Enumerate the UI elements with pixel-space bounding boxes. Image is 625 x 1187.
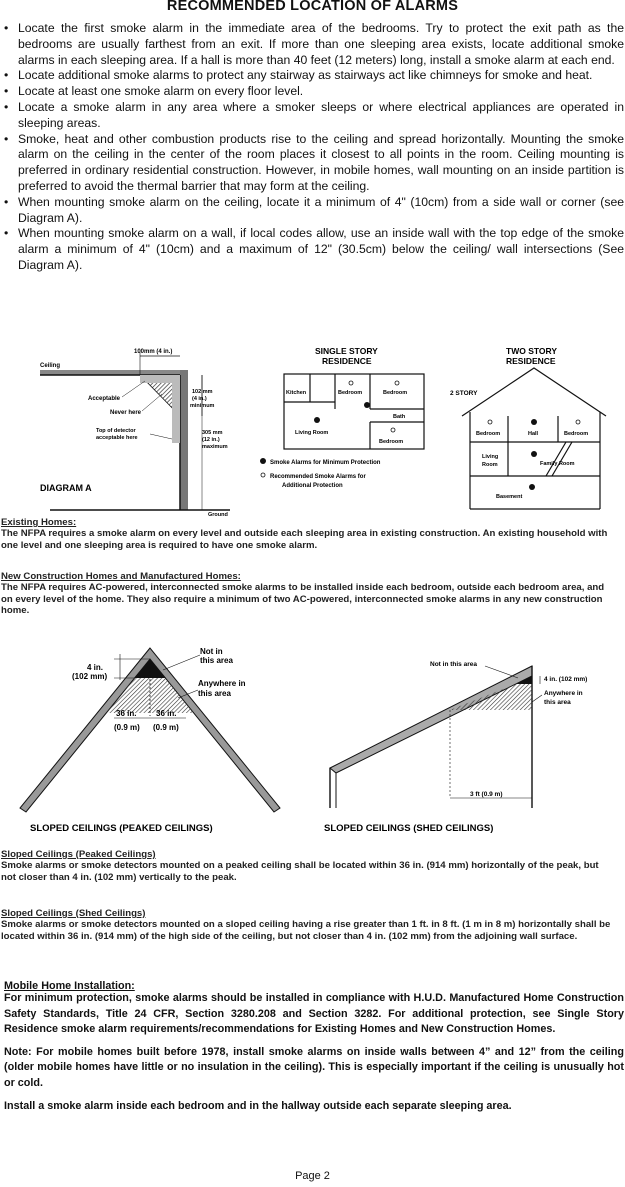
two-story-bedroom2: Bedroom [564,431,589,437]
two-story-diagram [448,344,618,514]
shed-anywhere2: this area [544,699,571,706]
bullet-list [4,21,624,274]
two-story-title1: TWO STORY [506,346,557,356]
two-story-basement: Basement [496,494,523,500]
single-story-title2: RESIDENCE [322,356,372,366]
shed-ceilings-section [1,908,613,942]
peaked-left-b: (0.9 m) [114,723,140,732]
peaked-ceilings-body: Smoke alarms or smoke detectors mounted on a peaked ceiling shall be located within 36 in. (914 mm) horizontally of the peak, but not closer than 4 in. (102 mm) vertically to the peak. [1,860,599,883]
list-item: • Locate the first smoke alarm in the immediate area of the bedrooms. Try to protect the exit path as the bedrooms are usually farthest from an exit. If more than one sleeping area exists, locate additional smoke alarms in each sleeping area. If a hall is more than 40 feet (12 meters) long, install a smoke alarm at each end. [4,21,624,68]
diagram-a-dim1: 102 mm [192,389,213,395]
shed-dim: 4 in. (102 mm) [544,676,588,683]
page-title: RECOMMENDED LOCATION OF ALARMS [166,0,459,14]
new-construction-heading: New Construction Homes and Manufactured Homes: [1,571,241,582]
single-story-bedroom1: Bedroom [338,390,363,396]
two-story-room: Room [482,462,498,468]
list-item: • Locate a smoke alarm in any area where a smoker sleeps or where electrical appliances are operated in sleeping areas. [4,100,624,132]
single-story-diagram [255,344,460,494]
list-item: • Locate at least one smoke alarm on every floor level. [4,84,624,100]
peaked-anywhere1: Anywhere in [198,679,246,688]
diagram-a-acceptable-here: acceptable here [96,435,138,441]
mobile-home-heading: Mobile Home Installation: [4,980,135,992]
two-story-label: 2 STORY [450,390,478,397]
diagram-a-never-here: Never here [110,410,142,416]
mobile-home-p2: Note: For mobile homes built before 1978, install smoke alarms on inside walls between 4” and 12” from the ceiling (older mobile homes have little or no insulation in the ceiling). This is especially important if the ceiling is unusually hot or cold. [4,1045,624,1089]
shed-ceiling-diagram [310,648,625,838]
list-item: • Locate additional smoke alarms to protect any stairway as stairways act like chimneys for smoke and heat. [4,68,624,84]
legend-rec2: Additional Protection [282,483,343,489]
two-story-hall: Hall [528,431,539,437]
mobile-home-section [4,991,624,1121]
two-story-living: Living [482,454,499,460]
diagram-a-ground: Ground [208,512,228,518]
peaked-not-in2: this area [200,656,233,665]
peaked-not-in1: Not in [200,647,223,656]
diagram-a-dim1b: (4 in.) [192,396,207,402]
page-number: Page 2 [295,1170,330,1182]
peaked-right-a: 36 in. [156,709,177,718]
diagram-a-top-dim: 100mm (4 in.) [134,349,173,355]
new-construction-body: The NFPA requires AC-powered, interconnected smoke alarms to be installed inside each bedroom, outside each bedroom area, and on every level of the home. They also require a minimum of two AC-powered, interconnected smoke alarms in any new construction home. [1,582,605,616]
shed-anywhere1: Anywhere in [544,690,583,697]
shed-ceilings-body: Smoke alarms or smoke detectors mounted on a sloped ceiling having a rise greater than 1 ft. in 8 ft. (1 m in 8 m) horizontally shall be located within 36 in. (914 mm) of the high side of the ceiling, but not closer than 4 in. (102 mm) from the adjoining wall surface. [1,919,611,942]
diagram-a-dim1c: minimum [190,403,215,409]
existing-homes-body: The NFPA requires a smoke alarm on every level and outside each sleeping area in existing construction. An existing household with one level and one sleeping area is required to have one smoke alarm. [1,528,608,551]
mobile-home-p3: Install a smoke alarm inside each bedroom and in the hallway outside each separate sleeping area. [4,1099,512,1112]
single-story-kitchen: Kitchen [286,390,307,396]
two-story-bedroom1: Bedroom [476,431,501,437]
peaked-caption: SLOPED CEILINGS (PEAKED CEILINGS) [30,823,213,834]
single-story-bedroom2: Bedroom [383,390,408,396]
two-story-title2: RESIDENCE [506,356,556,366]
list-item: • When mounting smoke alarm on a wall, if local codes allow, use an inside wall with the top edge of the smoke alarm a minimum of 4" (10cm) and a maximum of 12" (30.5cm) below the ceiling/ wall intersections (See Diagram A). [4,226,624,273]
shed-not-in: Not in this area [430,661,477,668]
new-construction-section [1,571,613,616]
list-item: • Smoke, heat and other combustion products rise to the ceiling and spread horizontally. Mounting the smoke alarm on the ceiling in the center of the room places it closest to all points in the room. Ceiling mounting is preferred in ordinary residential construction. However, in mobile homes, wall mounting on an inside partition is preferred to avoid the thermal barrier that may form at the ceiling. [4,132,624,195]
peaked-anywhere2: this area [198,689,231,698]
peaked-ceilings-heading: Sloped Ceilings (Peaked Ceilings) [1,849,156,860]
legend-rec1: Recommended Smoke Alarms for [270,474,366,480]
shed-width: 3 ft (0.9 m) [470,791,503,798]
peaked-dim-b: (102 mm) [72,672,108,681]
legend-min: Smoke Alarms for Minimum Protection [270,460,381,466]
diagram-a-dim2b: (12 in.) [202,437,220,443]
diagram-a-ceiling: Ceiling [40,363,61,369]
peaked-left-a: 36 in. [116,709,137,718]
peaked-ceilings-section [1,849,613,883]
existing-homes-heading: Existing Homes: [1,517,77,528]
list-item: • When mounting smoke alarm on the ceiling, locate it a minimum of 4" (10cm) from a side wall or corner (see Diagram A). [4,195,624,227]
diagram-a-top-of-detector: Top of detector [96,428,136,434]
shed-ceilings-heading: Sloped Ceilings (Shed Ceilings) [1,908,146,919]
diagram-a-acceptable: Acceptable [88,396,121,402]
single-story-bath: Bath [393,414,406,420]
mobile-home-p1: For minimum protection, smoke alarms should be installed in compliance with H.U.D. Manufactured Home Construction Safety Standards, Title 24 CFR, Section 3280.208 and Section 3282. For additional protection, see Single Story Residence smoke alarm requirements/recommendations for Existing Homes and New Construction Homes. [4,992,624,1036]
peaked-dim-a: 4 in. [87,663,104,672]
two-story-family-room: Family Room [540,461,575,467]
single-story-living-room: Living Room [295,430,329,436]
diagram-a-dim2: 305 mm [202,430,223,436]
peaked-ceiling-diagram [0,640,320,840]
diagram-a-title: DIAGRAM A [40,483,92,493]
single-story-title1: SINGLE STORY [315,346,378,356]
shed-caption: SLOPED CEILINGS (SHED CEILINGS) [324,823,494,834]
diagram-a-dim2c: maximum [202,444,228,450]
peaked-right-b: (0.9 m) [153,723,179,732]
single-story-bedroom3: Bedroom [379,439,404,445]
existing-homes-section [1,517,613,551]
diagram-a [30,344,260,519]
